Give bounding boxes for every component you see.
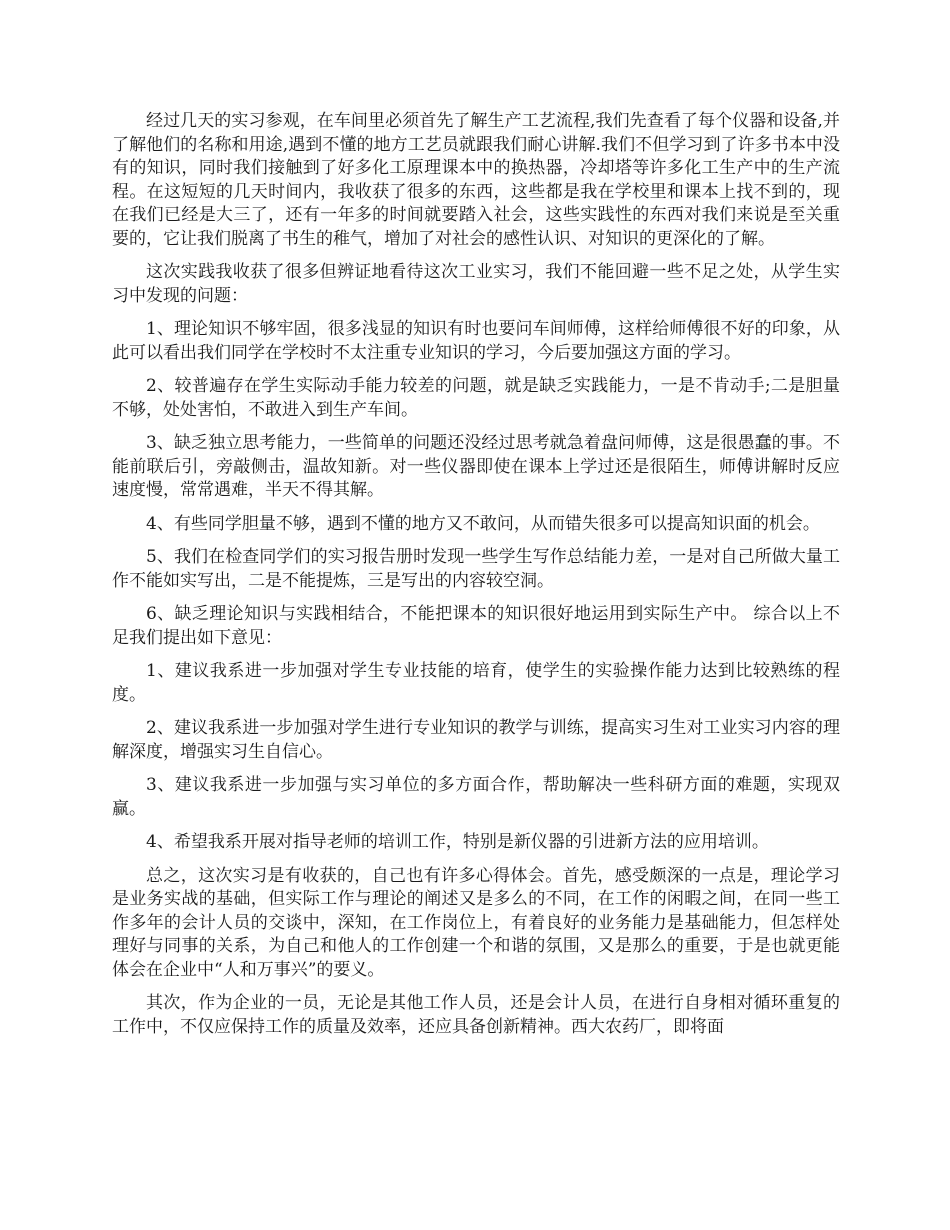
paragraph-suggestion-2: 2、建议我系进一步加强对学生进行专业知识的教学与训练，提高实习生对工业实习内容的理解深度，增强实习生自信心。 bbox=[112, 718, 840, 762]
paragraph-secondly: 其次，作为企业的一员，无论是其他工作人员，还是会计人员，在进行自身相对循环重复的工作中，不仅应保持工作的质量及效率，还应具备创新精神。西大农药厂，即将面 bbox=[112, 993, 840, 1037]
paragraph-suggestion-3: 3、建议我系进一步加强与实习单位的多方面合作，帮助解决一些科研方面的难题，实现双赢。 bbox=[112, 775, 840, 819]
paragraph-problem-2: 2、较普遍存在学生实际动手能力较差的问题，就是缺乏实践能力，一是不肯动手;二是胆量不够，处处害怕，不敢进入到生产车间。 bbox=[112, 376, 840, 420]
paragraph-problem-5: 5、我们在检查同学们的实习报告册时发现一些学生写作总结能力差，一是对自己所做大量工作不能如实写出，二是不能提炼，三是写出的内容较空洞。 bbox=[112, 547, 840, 591]
paragraph-intro: 经过几天的实习参观，在车间里必须首先了解生产工艺流程,我们先查看了每个仪器和设备,并了解他们的名称和用途,遇到不懂的地方工艺员就跟我们耐心讲解.我们不但学习到了许多书本中没有的知识，同时我们接触到了好多化工原理课本中的换热器，冷却塔等许多化工生产中的生产流程。在这短短的几天时间内，我收获了很多的东西，这些都是我在学校里和课本上找不到的，现在我们已经是大三了，还有一年多的时间就要踏入社会，这些实践性的东西对我们来说是至关重要的，它让我们脱离了书生的稚气，增加了对社会的感性认识、对知识的更深化的了解。 bbox=[112, 111, 840, 249]
paragraph-suggestion-4: 4、希望我系开展对指导老师的培训工作，特别是新仪器的引进新方法的应用培训。 bbox=[146, 832, 769, 852]
paragraph-problem-4: 4、有些同学胆量不够，遇到不懂的地方又不敢问，从而错失很多可以提高知识面的机会。 bbox=[146, 513, 820, 534]
paragraph-suggestion-1: 1、建议我系进一步加强对学生专业技能的培育，使学生的实验操作能力达到比较熟练的程度。 bbox=[112, 661, 840, 705]
paragraph-problems-lead: 这次实践我收获了很多但辨证地看待这次工业实习，我们不能回避一些不足之处，从学生实习中发现的问题： bbox=[112, 262, 840, 306]
paragraph-problem-1: 1、理论知识不够牢固，很多浅显的知识有时也要问车间师傅，这样给师傅很不好的印象，从此可以看出我们同学在学校时不太注重专业知识的学习，今后要加强这方面的学习。 bbox=[112, 319, 840, 363]
paragraph-problem-6: 6、缺乏理论知识与实践相结合，不能把课本的知识很好地运用到实际生产中。 综合以上不足我们提出如下意见： bbox=[112, 604, 840, 648]
paragraph-summary: 总之，这次实习是有收获的，自己也有许多心得体会。首先，感受颇深的一点是，理论学习是业务实战的基础，但实际工作与理论的阐述又是多么的不同，在工作的闲暇之间，在同一些工作多年的会计人员的交谈中，深知，在工作岗位上，有着良好的业务能力是基础能力，但怎样处理好与同事的关系，为自己和他人的工作创建一个和谐的氛围，又是那么的重要，于是也就更能体会在企业中“人和万事兴”的要义。 bbox=[112, 865, 840, 980]
paragraph-problem-3: 3、缺乏独立思考能力，一些简单的问题还没经过思考就急着盘问师傅，这是很愚蠢的事。不能前联后引，旁敲侧击，温故知新。对一些仪器即使在课本上学过还是很陌生，师傅讲解时反应速度慢，常常遇难，半天不得其解。 bbox=[112, 433, 840, 500]
document-body bbox=[112, 110, 840, 1049]
